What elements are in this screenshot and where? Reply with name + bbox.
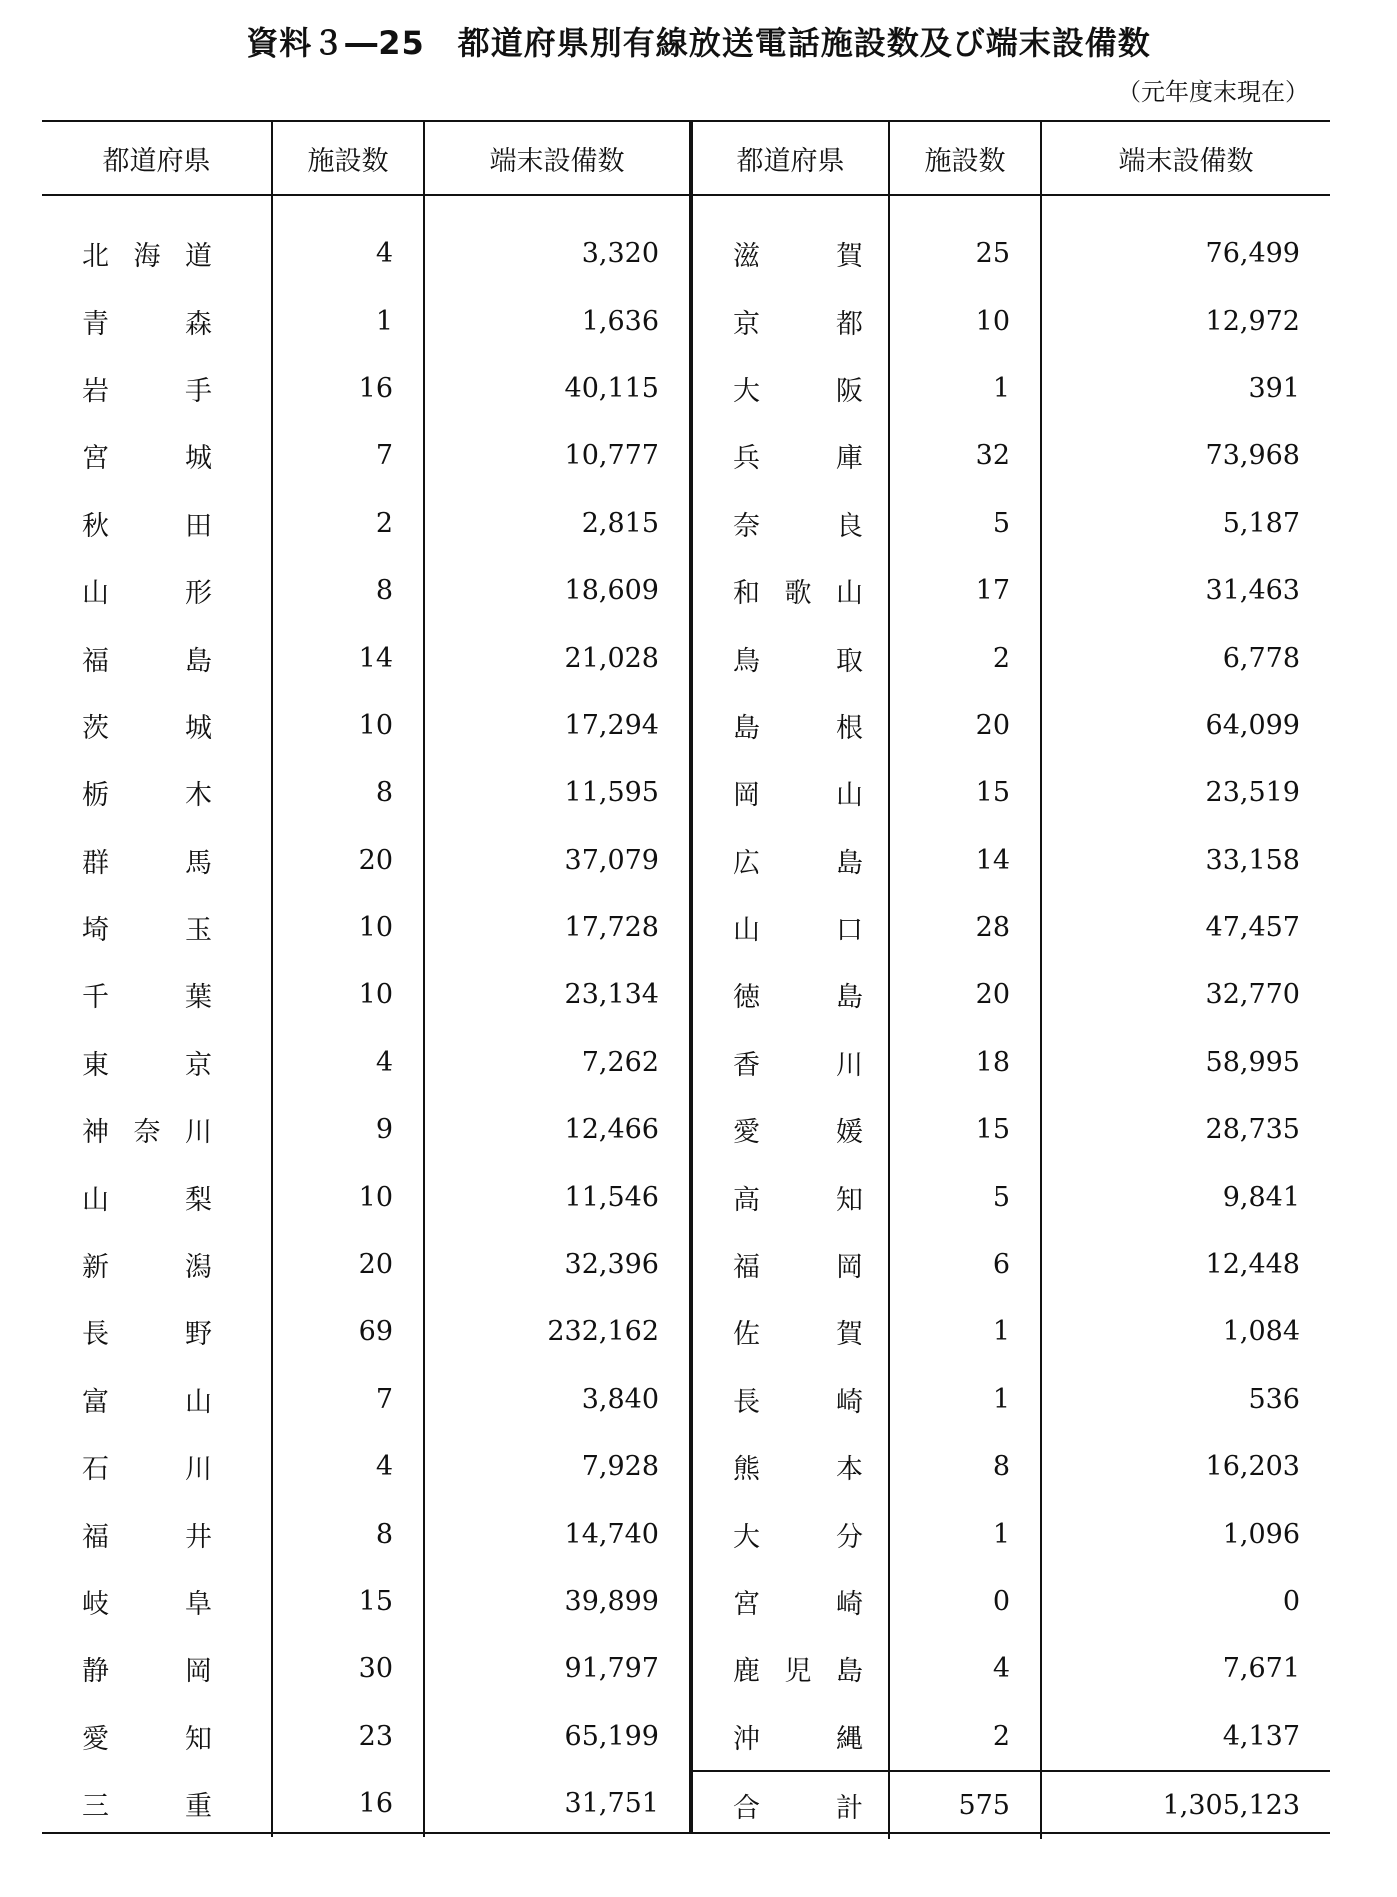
table-row (693, 1029, 1330, 1096)
facilities-cell: 8 (889, 1433, 1041, 1500)
terminals-cell: 11,595 (424, 759, 689, 826)
facilities-cell: 14 (272, 624, 424, 691)
table-row (693, 692, 1330, 759)
prefecture-cell (42, 1703, 272, 1770)
facilities-cell: 2 (272, 490, 424, 557)
facilities-cell: 8 (272, 557, 424, 624)
facilities-cell: 5 (889, 490, 1041, 557)
prefecture-cell (693, 759, 889, 826)
right-header-row (693, 122, 1330, 195)
prefecture-cell (42, 827, 272, 894)
prefecture-cell (693, 692, 889, 759)
table-row (42, 1500, 689, 1567)
terminals-cell: 31,751 (424, 1770, 689, 1837)
terminals-cell: 5,187 (1041, 490, 1330, 557)
prefecture-name: 京 都 (733, 308, 863, 340)
prefecture-name: 香 川 (733, 1049, 863, 1081)
prefecture-cell (693, 1568, 889, 1635)
facilities-cell: 23 (272, 1703, 424, 1770)
terminals-cell: 0 (1041, 1568, 1330, 1635)
terminals-cell: 2,815 (424, 490, 689, 557)
table-row (693, 355, 1330, 422)
facilities-cell: 10 (272, 1163, 424, 1230)
prefecture-name: 栃 木 (82, 780, 212, 812)
table-row (693, 422, 1330, 489)
table-row (42, 1568, 689, 1635)
facilities-cell: 28 (889, 894, 1041, 961)
terminals-cell: 28,735 (1041, 1096, 1330, 1163)
facilities-cell: 17 (889, 557, 1041, 624)
prefecture-cell (693, 1433, 889, 1500)
table-row (42, 422, 689, 489)
table-row (693, 1500, 1330, 1567)
prefecture-name: 岡 山 (733, 780, 863, 812)
total-facilities-cell: 575 (889, 1771, 1041, 1839)
table-row (693, 1568, 1330, 1635)
table-left-half (42, 122, 689, 1837)
prefecture-cell (693, 961, 889, 1028)
terminals-cell: 73,968 (1041, 422, 1330, 489)
prefecture-name: 岐 阜 (82, 1589, 212, 1620)
right-table-body (693, 195, 1330, 1839)
facilities-cell: 15 (889, 1096, 1041, 1163)
prefecture-name: 茨 城 (82, 712, 212, 744)
prefecture-name: 富 山 (82, 1386, 212, 1418)
prefecture-cell (693, 422, 889, 489)
terminals-cell: 18,609 (424, 557, 689, 624)
table-row (693, 759, 1330, 826)
terminals-cell: 232,162 (424, 1298, 689, 1365)
table-bottom-rule (42, 1832, 1330, 1834)
facilities-cell: 4 (889, 1635, 1041, 1702)
table-row (42, 1029, 689, 1096)
prefecture-cell (693, 287, 889, 354)
prefecture-name: 埼 玉 (82, 915, 212, 947)
facilities-cell: 0 (889, 1568, 1041, 1635)
table-row (42, 1163, 689, 1230)
prefecture-name: 沖 縄 (733, 1723, 863, 1755)
table-row (693, 1096, 1330, 1163)
table-row (42, 692, 689, 759)
header-facilities: 施設数 (272, 122, 424, 195)
table-row (42, 287, 689, 354)
prefecture-cell (693, 1163, 889, 1230)
terminals-cell: 6,778 (1041, 624, 1330, 691)
facilities-cell: 10 (272, 692, 424, 759)
prefecture-name: 滋 賀 (733, 241, 863, 273)
facilities-cell: 9 (272, 1096, 424, 1163)
prefecture-name: 秋 田 (82, 510, 212, 542)
table-row (693, 490, 1330, 557)
prefecture-cell (693, 894, 889, 961)
prefecture-name: 島 根 (733, 712, 863, 744)
prefecture-cell (42, 557, 272, 624)
table-row (42, 1635, 689, 1702)
prefecture-cell (42, 490, 272, 557)
prefecture-cell (42, 961, 272, 1028)
prefecture-cell (693, 1703, 889, 1771)
as-of-date: （元年度末現在） (1117, 78, 1309, 106)
prefecture-cell (693, 1096, 889, 1163)
terminals-cell: 7,262 (424, 1029, 689, 1096)
table-row (42, 355, 689, 422)
terminals-cell: 14,740 (424, 1500, 689, 1567)
facilities-cell: 4 (272, 1433, 424, 1500)
prefecture-cell (693, 1029, 889, 1096)
table-row (42, 1231, 689, 1298)
prefecture-cell (42, 1096, 272, 1163)
prefecture-cell (42, 1366, 272, 1433)
table-row (42, 961, 689, 1028)
facilities-cell: 1 (889, 1500, 1041, 1567)
header-prefecture: 都道府県 (42, 122, 272, 195)
facilities-cell: 10 (272, 894, 424, 961)
prefecture-name: 山 口 (733, 915, 863, 947)
prefecture-name: 鳥 取 (733, 645, 863, 677)
prefecture-cell (693, 195, 889, 287)
prefecture-name: 静 岡 (82, 1656, 212, 1688)
terminals-cell: 40,115 (424, 355, 689, 422)
prefecture-cell (42, 1500, 272, 1567)
terminals-cell: 23,519 (1041, 759, 1330, 826)
prefecture-cell (693, 490, 889, 557)
prefecture-cell (42, 1163, 272, 1230)
terminals-cell: 3,840 (424, 1366, 689, 1433)
facilities-cell: 1 (889, 1298, 1041, 1365)
terminals-cell: 37,079 (424, 827, 689, 894)
prefecture-cell (693, 1298, 889, 1365)
table-row (42, 195, 689, 287)
facilities-cell: 10 (889, 287, 1041, 354)
terminals-cell: 32,770 (1041, 961, 1330, 1028)
terminals-cell: 64,099 (1041, 692, 1330, 759)
facilities-cell: 5 (889, 1163, 1041, 1230)
prefecture-cell (42, 759, 272, 826)
prefecture-cell (42, 287, 272, 354)
table-row (42, 1433, 689, 1500)
table-row (42, 827, 689, 894)
prefecture-name: 福 岡 (733, 1252, 863, 1284)
terminals-cell: 47,457 (1041, 894, 1330, 961)
terminals-cell: 12,972 (1041, 287, 1330, 354)
facilities-cell: 7 (272, 422, 424, 489)
prefecture-name: 広 島 (733, 847, 863, 879)
prefecture-cell (693, 355, 889, 422)
facilities-cell: 1 (272, 287, 424, 354)
facilities-cell: 4 (272, 1029, 424, 1096)
terminals-cell: 4,137 (1041, 1703, 1330, 1771)
prefecture-name: 熊 本 (733, 1454, 863, 1486)
table-row (42, 1366, 689, 1433)
prefecture-cell (693, 1635, 889, 1702)
facilities-cell: 16 (272, 1770, 424, 1837)
terminals-cell: 7,928 (424, 1433, 689, 1500)
table-row (693, 195, 1330, 287)
prefecture-cell (42, 692, 272, 759)
terminals-cell: 32,396 (424, 1231, 689, 1298)
table-row (693, 894, 1330, 961)
prefecture-name: 群 馬 (82, 847, 212, 879)
prefecture-name: 大 分 (733, 1521, 863, 1553)
prefecture-cell (693, 1500, 889, 1567)
left-table-body (42, 195, 689, 1837)
page-title: 資料３―25 都道府県別有線放送電話施設数及び端末設備数 (246, 24, 1151, 62)
prefecture-cell (42, 1635, 272, 1702)
terminals-cell: 536 (1041, 1366, 1330, 1433)
prefecture-name: 高 知 (733, 1184, 863, 1216)
table-row (42, 624, 689, 691)
prefecture-name: 兵 庫 (733, 443, 863, 475)
facilities-cell: 25 (889, 195, 1041, 287)
prefecture-name: 神 奈 川 (82, 1117, 212, 1149)
prefecture-name: 山 梨 (82, 1184, 212, 1216)
facilities-cell: 69 (272, 1298, 424, 1365)
facilities-cell: 18 (889, 1029, 1041, 1096)
terminals-cell: 76,499 (1041, 195, 1330, 287)
prefecture-name: 長 崎 (733, 1386, 863, 1418)
table-row (693, 1433, 1330, 1500)
header-terminals: 端末設備数 (424, 122, 689, 195)
facilities-cell: 10 (272, 961, 424, 1028)
prefecture-name: 大 阪 (733, 375, 863, 407)
terminals-cell: 7,671 (1041, 1635, 1330, 1702)
facilities-cell: 15 (272, 1568, 424, 1635)
facilities-cell: 8 (272, 759, 424, 826)
terminals-cell: 17,728 (424, 894, 689, 961)
facilities-cell: 2 (889, 1703, 1041, 1771)
facilities-cell: 2 (889, 624, 1041, 691)
prefecture-cell (42, 624, 272, 691)
table-row (42, 1703, 689, 1770)
terminals-cell: 58,995 (1041, 1029, 1330, 1096)
prefecture-name: 愛 知 (82, 1723, 212, 1755)
total-row (693, 1771, 1330, 1839)
facilities-cell: 7 (272, 1366, 424, 1433)
facilities-cell: 8 (272, 1500, 424, 1567)
table-row (693, 624, 1330, 691)
prefecture-name: 北 海 道 (82, 241, 212, 273)
total-label-cell (693, 1771, 889, 1839)
terminals-cell: 10,777 (424, 422, 689, 489)
table-row (42, 557, 689, 624)
facilities-cell: 20 (889, 692, 1041, 759)
facilities-cell: 20 (272, 827, 424, 894)
header-facilities: 施設数 (889, 122, 1041, 195)
facilities-cell: 20 (889, 961, 1041, 1028)
terminals-cell: 17,294 (424, 692, 689, 759)
left-table (42, 122, 689, 1837)
facilities-cell: 30 (272, 1635, 424, 1702)
prefecture-name: 東 京 (82, 1049, 212, 1081)
table-row (693, 1703, 1330, 1771)
prefecture-name: 佐 賀 (733, 1319, 863, 1351)
table-row (693, 1231, 1330, 1298)
prefecture-name: 福 井 (82, 1521, 212, 1553)
prefecture-cell (42, 1231, 272, 1298)
terminals-cell: 1,084 (1041, 1298, 1330, 1365)
facilities-cell: 6 (889, 1231, 1041, 1298)
terminals-cell: 12,466 (424, 1096, 689, 1163)
prefecture-name: 奈 良 (733, 510, 863, 542)
table-row (693, 1635, 1330, 1702)
left-header-row (42, 122, 689, 195)
prefecture-cell (693, 624, 889, 691)
prefecture-cell (42, 1568, 272, 1635)
facilities-cell: 20 (272, 1231, 424, 1298)
terminals-cell: 1,096 (1041, 1500, 1330, 1567)
table-row (693, 827, 1330, 894)
terminals-cell: 31,463 (1041, 557, 1330, 624)
prefecture-cell (693, 1366, 889, 1433)
table-row (693, 1163, 1330, 1230)
prefecture-cell (693, 557, 889, 624)
table-row (693, 1366, 1330, 1433)
prefecture-name: 新 潟 (82, 1252, 212, 1284)
prefecture-name: 青 森 (82, 308, 212, 340)
prefecture-name: 宮 城 (82, 443, 212, 475)
table-row (42, 1298, 689, 1365)
table-row (42, 894, 689, 961)
table-row (42, 1096, 689, 1163)
terminals-cell: 12,448 (1041, 1231, 1330, 1298)
prefecture-name: 宮 崎 (733, 1589, 863, 1620)
terminals-cell: 33,158 (1041, 827, 1330, 894)
prefecture-cell (693, 1231, 889, 1298)
terminals-cell: 391 (1041, 355, 1330, 422)
prefecture-name: 愛 媛 (733, 1117, 863, 1149)
facilities-cell: 1 (889, 1366, 1041, 1433)
terminals-cell: 9,841 (1041, 1163, 1330, 1230)
prefecture-cell (42, 1029, 272, 1096)
total-terminals-cell: 1,305,123 (1041, 1771, 1330, 1839)
prefecture-name: 長 野 (82, 1319, 212, 1351)
prefecture-cell (693, 827, 889, 894)
terminals-cell: 21,028 (424, 624, 689, 691)
prefecture-cell (42, 894, 272, 961)
facilities-cell: 15 (889, 759, 1041, 826)
header-prefecture: 都道府県 (693, 122, 889, 195)
terminals-cell: 1,636 (424, 287, 689, 354)
prefecture-name: 福 島 (82, 645, 212, 677)
facilities-cell: 14 (889, 827, 1041, 894)
prefecture-name: 山 形 (82, 578, 212, 610)
prefecture-name: 岩 手 (82, 375, 212, 407)
table-row (42, 490, 689, 557)
prefecture-cell (42, 355, 272, 422)
prefecture-cell (42, 422, 272, 489)
prefecture-name: 徳 島 (733, 982, 863, 1014)
table-row (693, 1298, 1330, 1365)
prefecture-name: 三 重 (82, 1791, 212, 1823)
terminals-cell: 23,134 (424, 961, 689, 1028)
table-row (693, 961, 1330, 1028)
prefecture-name: 和 歌 山 (733, 578, 863, 610)
facilities-cell: 1 (889, 355, 1041, 422)
prefecture-name: 鹿 児 島 (733, 1656, 863, 1688)
table-row (42, 1770, 689, 1837)
terminals-cell: 3,320 (424, 195, 689, 287)
table-row (42, 759, 689, 826)
prefecture-name: 千 葉 (82, 982, 212, 1014)
table-right-half (693, 122, 1330, 1839)
right-table (693, 122, 1330, 1839)
prefecture-cell (42, 195, 272, 287)
facilities-cell: 16 (272, 355, 424, 422)
terminals-cell: 39,899 (424, 1568, 689, 1635)
terminals-cell: 91,797 (424, 1635, 689, 1702)
prefecture-cell (42, 1433, 272, 1500)
table-row (693, 287, 1330, 354)
header-terminals: 端末設備数 (1041, 122, 1330, 195)
facilities-cell: 32 (889, 422, 1041, 489)
terminals-cell: 65,199 (424, 1703, 689, 1770)
prefecture-cell (42, 1770, 272, 1837)
facilities-cell: 4 (272, 195, 424, 287)
terminals-cell: 11,546 (424, 1163, 689, 1230)
prefecture-cell (42, 1298, 272, 1365)
terminals-cell: 16,203 (1041, 1433, 1330, 1500)
prefecture-name: 石 川 (82, 1454, 212, 1486)
total-label: 合 計 (733, 1793, 863, 1825)
table-row (693, 557, 1330, 624)
